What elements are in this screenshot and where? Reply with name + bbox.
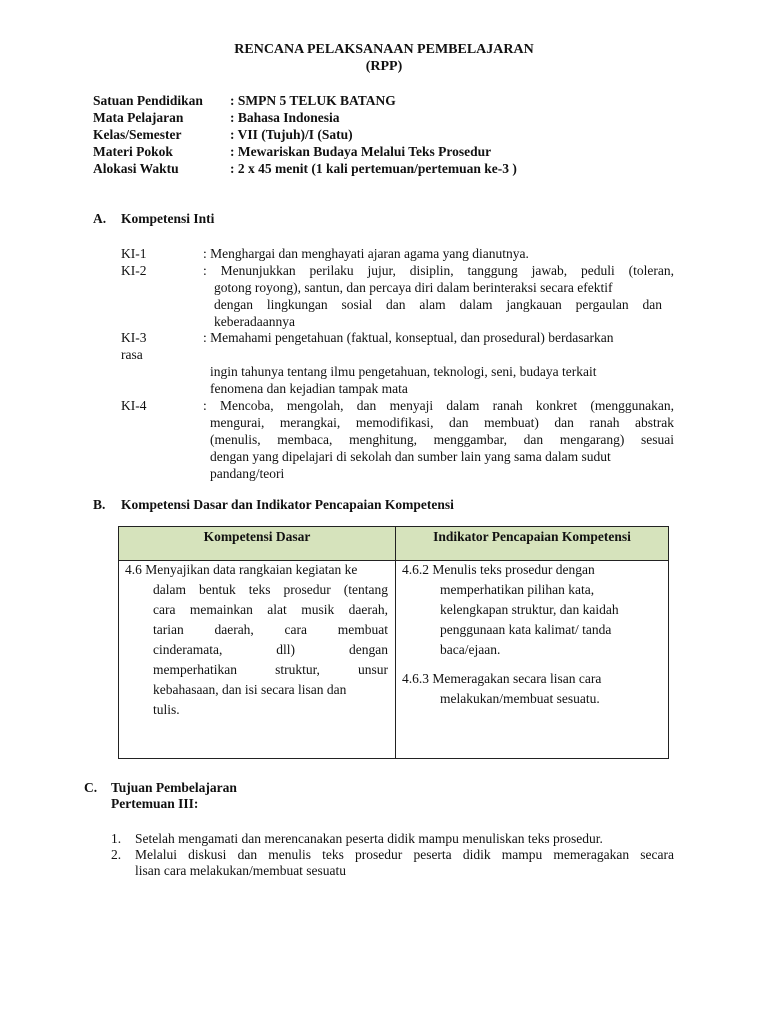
info-label-mapel: Mata Pelajaran [93,110,184,125]
table-header-ipk: Indikator Pencapaian Kompetensi [433,529,631,544]
ki4-line: pandang/teori [210,466,285,481]
ipk-line: melakukan/membuat sesuatu. [440,691,600,706]
objective-line: Setelah mengamati dan merencanakan peserta didik mampu menuliskan teks prosedur. [135,831,603,846]
ki4-line: dengan yang dipelajari di sekolah dan sumber lain yang sama dalam sudut [210,449,611,464]
doc-subtitle: (RPP) [365,59,403,74]
ki4-label: KI-4 [121,398,147,413]
table-header-kd: Kompetensi Dasar [203,529,311,544]
section-b-letter: B. [93,497,106,512]
ipk-line: kelengkapan struktur, dan kaidah [440,602,619,617]
table-border [118,526,119,759]
ki2-line: : Menunjukkan perilaku jujur, disiplin, tanggung jawab, peduli (toleran, [203,263,674,278]
info-label-materi: Materi Pokok [93,144,173,159]
ki3-line: : Memahami pengetahuan (faktual, konseptual, dan prosedural) berdasarkan [203,330,614,345]
table-border [668,526,669,759]
info-value-materi: : Mewariskan Budaya Melalui Teks Prosedur [230,144,492,159]
ipk-line: 4.6.3 Memeragakan secara lisan cara [402,671,602,686]
ki2-line: keberadaannya [214,314,295,329]
kd-line: dalam bentuk teks prosedur (tentang [153,582,388,597]
kd-line: 4.6 Menyajikan data rangkaian kegiatan ke [125,562,358,577]
ki4-line: : Mencoba, mengolah, dan menyaji dalam ranah konkret (menggunakan, [203,398,674,413]
ki4-line: (menulis, membaca, menghitung, menggambar, dan mengarang) sesuai [210,432,674,447]
kd-line: cara memainkan alat musik daerah, [153,602,388,617]
objective-line: lisan cara melakukan/membuat sesuatu [135,863,347,878]
info-label-kelas: Kelas/Semester [93,127,182,142]
kd-line: memperhatikan struktur, unsur [153,662,388,677]
section-c-subtitle: Pertemuan III: [111,796,199,811]
table-border [118,560,669,561]
kd-line: kebahasaan, dan isi secara lisan dan [153,682,347,697]
kd-line: tarian daerah, cara membuat [153,622,388,637]
ipk-line: penggunaan kata kalimat/ tanda [440,622,612,637]
table-border [395,526,396,759]
ipk-line: memperhatikan pilihan kata, [440,582,595,597]
ipk-line: baca/ejaan. [440,642,501,657]
ki3-label-extra: rasa [121,347,143,362]
info-value-satuan: : SMPN 5 TELUK BATANG [230,93,396,108]
section-c-letter: C. [84,780,98,795]
info-value-alokasi: : 2 x 45 menit (1 kali pertemuan/pertemuan ke-3 ) [230,161,517,176]
ki1-label: KI-1 [121,246,147,261]
ki1-line: : Menghargai dan menghayati ajaran agama yang dianutnya. [203,246,529,261]
info-value-kelas: : VII (Tujuh)/I (Satu) [230,127,353,142]
section-a-letter: A. [93,211,107,226]
ki2-line: gotong royong), santun, dan percaya diri dalam berinteraksi secara efektif [214,280,613,295]
kd-line: cinderamata, dll) dengan [153,642,388,657]
info-label-satuan: Satuan Pendidikan [93,93,203,108]
ipk-line: 4.6.2 Menulis teks prosedur dengan [402,562,595,577]
ki3-line: fenomena dan kejadian tampak mata [210,381,408,396]
kd-line: tulis. [153,702,180,717]
info-label-alokasi: Alokasi Waktu [93,161,179,176]
objective-line: Melalui diskusi dan menulis teks prosedur peserta didik mampu memeragakan secara [135,847,674,862]
section-c-title: Tujuan Pembelajaran [111,780,237,795]
objective-number: 2. [111,847,122,862]
ki2-line: dengan lingkungan sosial dan alam dalam jangkauan pergaulan dan [214,297,662,312]
table-border [118,526,669,527]
objective-number: 1. [111,831,122,846]
ki4-line: mengurai, merangkai, memodifikasi, dan membuat) dan ranah abstrak [210,415,674,430]
doc-title: RENCANA PELAKSANAAN PEMBELAJARAN [234,42,534,57]
section-b-title: Kompetensi Dasar dan Indikator Pencapaian Kompetensi [121,497,454,512]
ki3-label: KI-3 [121,330,147,345]
info-value-mapel: : Bahasa Indonesia [230,110,340,125]
section-a-title: Kompetensi Inti [121,211,215,226]
ki2-label: KI-2 [121,263,147,278]
table-border [118,758,669,759]
ki3-line: ingin tahunya tentang ilmu pengetahuan, teknologi, seni, budaya terkait [210,364,597,379]
